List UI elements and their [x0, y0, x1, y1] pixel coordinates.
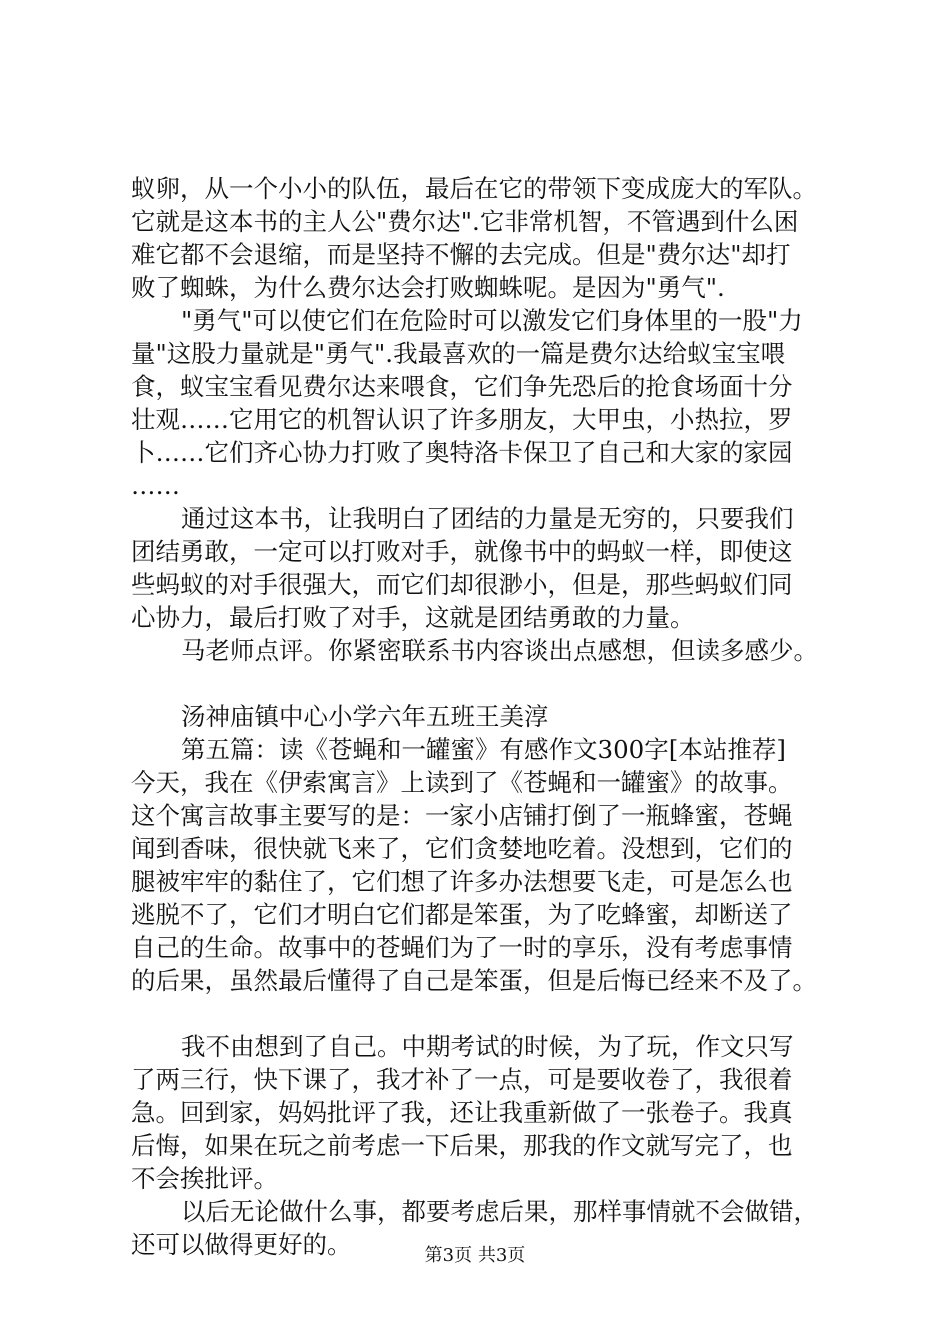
essay-title: 第五篇：读《苍蝇和一罐蜜》有感作文300字[本站推荐]: [181, 735, 786, 764]
text-line: 量"这股力量就是"勇气".我最喜欢的一篇是费尔达给蚁宝宝喂: [131, 339, 786, 368]
text-line: 败了蜘蛛，为什么费尔达会打败蜘蛛呢。是因为"勇气".: [131, 273, 725, 302]
text-line: 心协力，最后打败了对手，这就是团结勇敢的力量。: [131, 603, 695, 632]
text-line: 些蚂蚁的对手很强大，而它们却很渺小，但是，那些蚂蚁们同: [131, 570, 793, 599]
text-line: 闻到香味，很快就飞来了，它们贪婪地吃着。没想到，它们的: [131, 834, 793, 863]
text-line: 了两三行，快下课了，我才补了一点，可是要收卷了，我很着: [131, 1065, 793, 1094]
text-line: 今天，我在《伊索寓言》上读到了《苍蝇和一罐蜜》的故事。: [131, 768, 793, 797]
text-line: 不会挨批评。: [131, 1164, 278, 1193]
text-line: ……: [131, 471, 180, 500]
blank-line: [131, 667, 843, 700]
text-line: 腿被牢牢的黏住了，它们想了许多办法想要飞走，可是怎么也: [131, 867, 793, 896]
text-line: 还可以做得更好的。: [131, 1230, 352, 1259]
blank-line: [131, 997, 843, 1030]
text-line: 这个寓言故事主要写的是：一家小店铺打倒了一瓶蜂蜜，苍蝇: [131, 801, 793, 830]
text-line: 逃脱不了，它们才明白它们都是笨蛋，为了吃蜂蜜，却断送了: [131, 900, 793, 929]
document-body: [131, 172, 843, 1261]
paragraph-start-line: 通过这本书，让我明白了团结的力量是无穷的，只要我们: [181, 504, 794, 533]
text-line: 蚁卵，从一个小小的队伍，最后在它的带领下变成庞大的军队。: [131, 174, 817, 203]
text-line: 难它都不会退缩，而是坚持不懈的去完成。但是"费尔达"却打: [131, 240, 791, 269]
teacher-comment: 马老师点评。你紧密联系书内容谈出点感想，但读多感少。: [181, 636, 818, 665]
text-line: 壮观……它用它的机智认识了许多朋友，大甲虫，小热拉，罗: [131, 405, 793, 434]
text-line: 的后果，虽然最后懂得了自己是笨蛋，但是后悔已经来不及了。: [131, 966, 817, 995]
paragraph-start-line: "勇气"可以使它们在危险时可以激发它们身体里的一股"力: [181, 306, 803, 335]
text-line: 卜……它们齐心协力打败了奥特洛卡保卫了自己和大家的家园: [131, 438, 793, 467]
text-line: 食，蚁宝宝看见费尔达来喂食，它们争先恐后的抢食场面十分: [131, 372, 793, 401]
paragraph-start-line: 以后无论做什么事，都要考虑后果，那样事情就不会做错，: [181, 1197, 818, 1226]
text-line: 自己的生命。故事中的苍蝇们为了一时的享乐，没有考虑事情: [131, 933, 793, 962]
text-line: 团结勇敢，一定可以打败对手，就像书中的蚂蚁一样，即使这: [131, 537, 793, 566]
paragraph-start-line: 我不由想到了自己。中期考试的时候，为了玩，作文只写: [181, 1032, 794, 1061]
text-line: 急。回到家，妈妈批评了我，还让我重新做了一张卷子。我真: [131, 1098, 793, 1127]
text-line: 它就是这本书的主人公"费尔达".它非常机智，不管遇到什么困: [131, 207, 799, 236]
text-line: 后悔，如果在玩之前考虑一下后果，那我的作文就写完了，也: [131, 1131, 793, 1160]
page-number-footer: 第3页 共3页: [424, 1245, 526, 1266]
author-signature: 汤神庙镇中心小学六年五班王美淳: [181, 702, 549, 731]
